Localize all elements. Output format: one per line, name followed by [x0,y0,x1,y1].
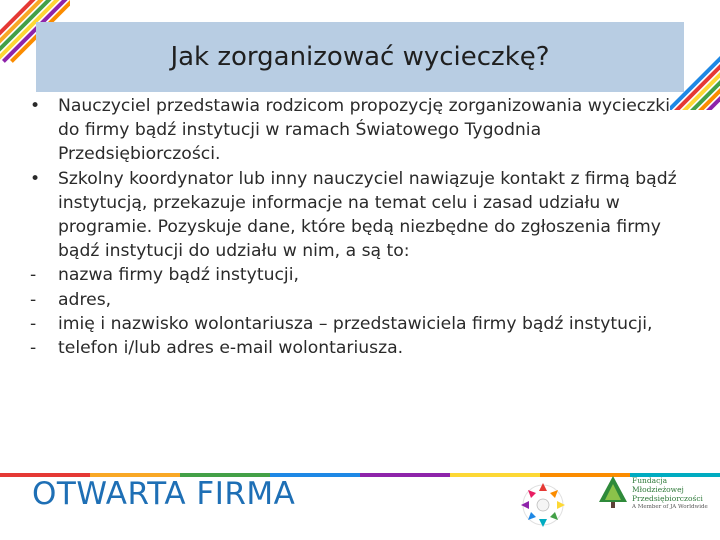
foundation-logo [596,472,716,536]
bullet-marker: • [30,168,41,189]
dash-marker: - [30,289,37,310]
list-item [30,312,690,336]
dash-marker: - [30,313,37,334]
list-item [30,263,690,287]
list-item-text: nazwa firmy bądź instytucji, [58,265,299,286]
logo-text-line: A Member of JA Worldwide [632,504,708,510]
title-banner [36,22,684,92]
bullet-list [30,94,690,360]
list-item [30,288,690,312]
list-item-text: imię i nazwisko wolontariusza – przedstawiciela firmy bądź instytucji, [58,313,653,334]
list-item [30,336,690,360]
globe-logo-icon [500,474,586,536]
logo-text-line: Przedsiębiorczości [632,494,703,503]
tree-logo-icon [596,472,630,512]
footer-color-band [0,462,720,466]
list-item-text: Nauczyciel przedstawia rodzicom propozycję zorganizowania wycieczki do firmy bądź instytucji w ramach Światowego Tygodnia Przedsiębiorczości. [58,96,671,165]
logo-text-line: Młodzieżowej [632,485,684,494]
list-item-text: adres, [58,289,112,310]
dash-marker: - [30,338,37,359]
list-item [30,94,690,167]
list-item-text: telefon i/lub adres e-mail wolontariusza. [58,338,404,359]
logo-text-line: Fundacja [632,476,668,485]
list-item [30,167,690,264]
bullet-marker: • [30,96,41,116]
slide-title: Jak zorganizować wycieczkę? [170,42,550,72]
list-item-text: Szkolny koordynator lub inny nauczyciel nawiązuje kontakt z firmą bądź instytucją, przekazuje informacje na temat celu i zasad udziału w programie. Pozyskuje dane, które będą niezbędne do zgłoszenia firmy bądź instytucji do udziału w nim, a są to: [58,168,677,262]
footer [0,462,720,540]
brand-name: OTWARTA FIRMA [32,476,296,512]
dash-marker: - [30,265,37,286]
